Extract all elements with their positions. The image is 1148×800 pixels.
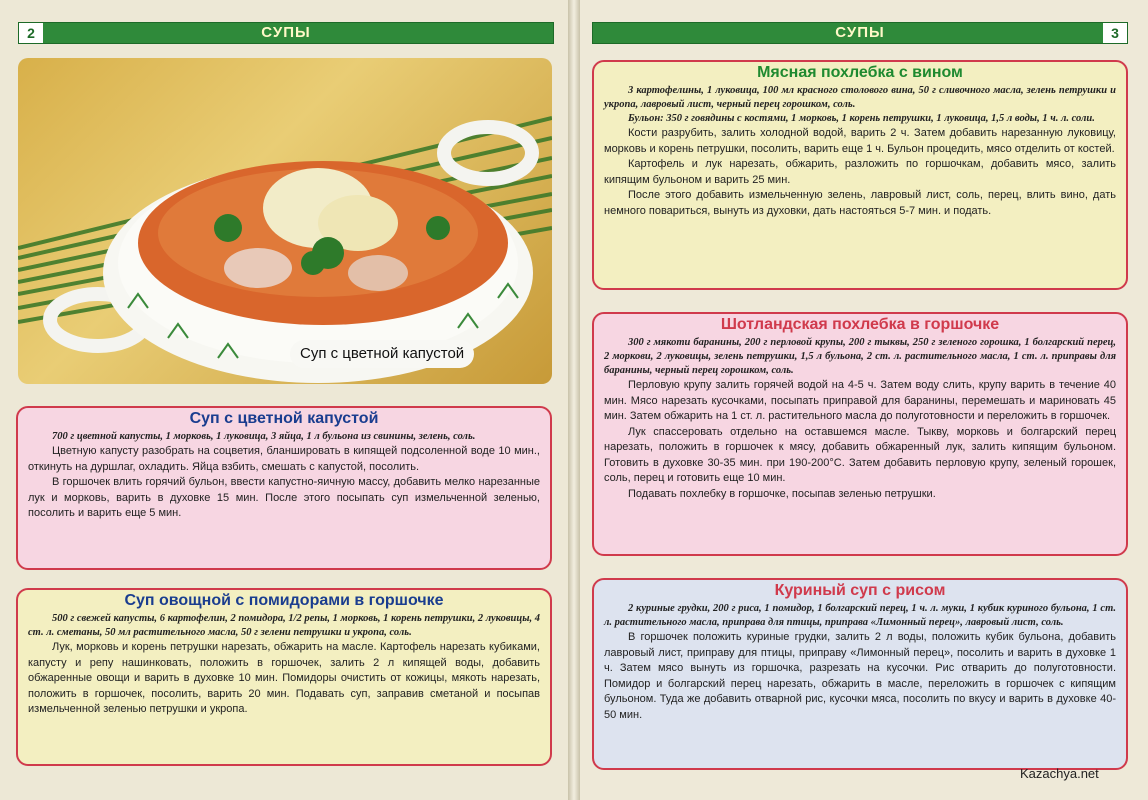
recipe-step: Перловую крупу залить горячей водой на 4-5 ч. Затем воду слить, крупу варить в течение 40 мин. Мясо нарезать кусочками, посыпать приправой для баранины, перемешать и мариновать 45 мин. Затем обжарить на 1 ст. л. растительного масла до полуготовности и переложить в горшочек.: [604, 379, 1116, 422]
recipe-step: В горшочек влить горячий бульон, ввести капустно-яичную массу, добавить мелко нарезанные лук и морковь, варить в духовке 15 мин. После этого посыпать суп измельченной зеленью, посолить и варить еще 5 мин.: [28, 476, 540, 519]
section-title: СУПЫ: [261, 24, 311, 41]
recipe-broth-ingredients: Бульон: 350 г говядины с костями, 1 морковь, 1 корень петрушки, 1 луковица, 1,5 л воды, 1 ч. л. соли.: [628, 113, 1095, 124]
recipe-ingredients: 300 г мякоти баранины, 200 г перловой крупы, 200 г тыквы, 250 г зеленого горошка, 1 болгарский перец, 2 моркови, 2 луковицы, зелень петрушки, 1,5 л бульона, 2 ст. л. растительного масла, 1 ст. л. приправы для баранины, черный перец горошком, соль.: [604, 337, 1116, 376]
recipe-card: [592, 60, 1128, 290]
right-header-bar: [592, 22, 1128, 44]
recipe-ingredients: 500 г свежей капусты, 6 картофелин, 2 помидора, 1/2 репы, 1 морковь, 1 корень петрушки, 2 луковицы, 4 ст. л. сметаны, 50 мл растительного масла, 50 г зелени петрушки и укропа, соль.: [28, 613, 540, 638]
recipe-step: Цветную капусту разобрать на соцветия, бланшировать в кипящей подсоленной воде 10 мин., откинуть на дуршлаг, охладить. Яйца взбить, смешать с капустой, посолить.: [28, 445, 540, 473]
recipe-card: [592, 578, 1128, 770]
recipe-step: После этого добавить измельченную зелень, лавровый лист, соль, перец, влить вино, дать немного повариться, вынуть из духовки, дать настояться 5-7 мин. и подать.: [604, 189, 1116, 217]
recipe-ingredients: 2 куриные грудки, 200 г риса, 1 помидор, 1 болгарский перец, 1 ч. л. муки, 1 кубик куриного бульона, 1 ст. л. растительного масла, приправа для птицы, приправа «Лимонный перец», лавровый лист, соль.: [604, 603, 1116, 628]
recipe-title: Куриный суп с рисом: [774, 582, 946, 599]
recipe-step: Кости разрубить, залить холодной водой, варить 2 ч. Затем добавить нарезанную луковицу, морковь и корень петрушки, посолить, варить еще 1 ч. Бульон процедить, мясо отделить от костей.: [604, 127, 1116, 155]
recipe-step: Лук, морковь и корень петрушки нарезать, обжарить на масле. Картофель нарезать кубиками, капусту и репу нашинковать, положить в горшочек, залить 2 л кипящей воды, добавить обжаренные овощи и варить в духовке 10 мин. Помидоры очистить от кожицы, мякоть нарезать, положить в горшочек, посолить, варить 20 мин. Подавать суп, заправив сметаной и посыпав измельченной зеленью петрушки и укропа.: [28, 641, 540, 715]
recipe-title: Суп с цветной капустой: [189, 410, 379, 427]
recipe-title: Мясная похлебка с вином: [757, 64, 963, 81]
recipe-card: [16, 588, 552, 766]
book-gutter: [568, 0, 580, 800]
soup-bowl-illustration: [18, 58, 552, 384]
recipe-card: [16, 406, 552, 570]
soup-photo: [18, 58, 552, 384]
recipe-title: Шотландская похлебка в горшочке: [720, 316, 1000, 333]
watermark: Kazachya.net: [1020, 766, 1099, 781]
recipe-title: Суп овощной с помидорами в горшочке: [124, 592, 444, 609]
recipe-step: Подавать похлебку в горшочке, посыпав зеленью петрушки.: [628, 487, 936, 500]
photo-caption: Суп с цветной капустой: [290, 340, 474, 368]
left-header-bar: [18, 22, 554, 44]
recipe-card: [592, 312, 1128, 556]
recipe-step: Лук спассеровать отдельно на оставшемся масле. Тыкву, морковь и болгарский перец нарезать, положить в горшочек к мясу, добавить обжаренный лук, залить кипящим бульоном. Готовить в духовке 30-35 мин. при 190-200°С. Затем добавить перловую крупу, зеленый горошек, соль, перец и готовить еще 10 мин.: [604, 425, 1116, 484]
page-number: 2: [19, 23, 43, 43]
recipe-ingredients: 3 картофелины, 1 луковица, 100 мл красного столового вина, 50 г сливочного масла, зелень петрушки и укропа, лавровый лист, черный перец горошком, соль.: [604, 85, 1116, 110]
recipe-ingredients: 700 г цветной капусты, 1 морковь, 1 луковица, 3 яйца, 1 л бульона из свинины, зелень, соль.: [52, 431, 476, 442]
page-number: 3: [1103, 23, 1127, 43]
section-title: СУПЫ: [835, 24, 885, 41]
recipe-step: В горшочек положить куриные грудки, залить 2 л воды, положить кубик бульона, добавить лавровый лист, приправу для птицы, приправу «Лимонный перец», посолить и варить в духовке 1 ч. Затем мясо вынуть из горшочка, разрезать на кусочки. Рис отварить до полуготовности. Помидор и болгарский перец нарезать, обжарить в масле, переложить в горшочек с кипящим бульоном. Туда же добавить отварной рис, кусочки мяса, посолить по вкусу и варить в духовке 40-50 мин.: [604, 631, 1116, 721]
recipe-step: Картофель и лук нарезать, обжарить, разложить по горшочкам, добавить мясо, залить кипящим бульоном и варить 25 мин.: [604, 158, 1116, 186]
